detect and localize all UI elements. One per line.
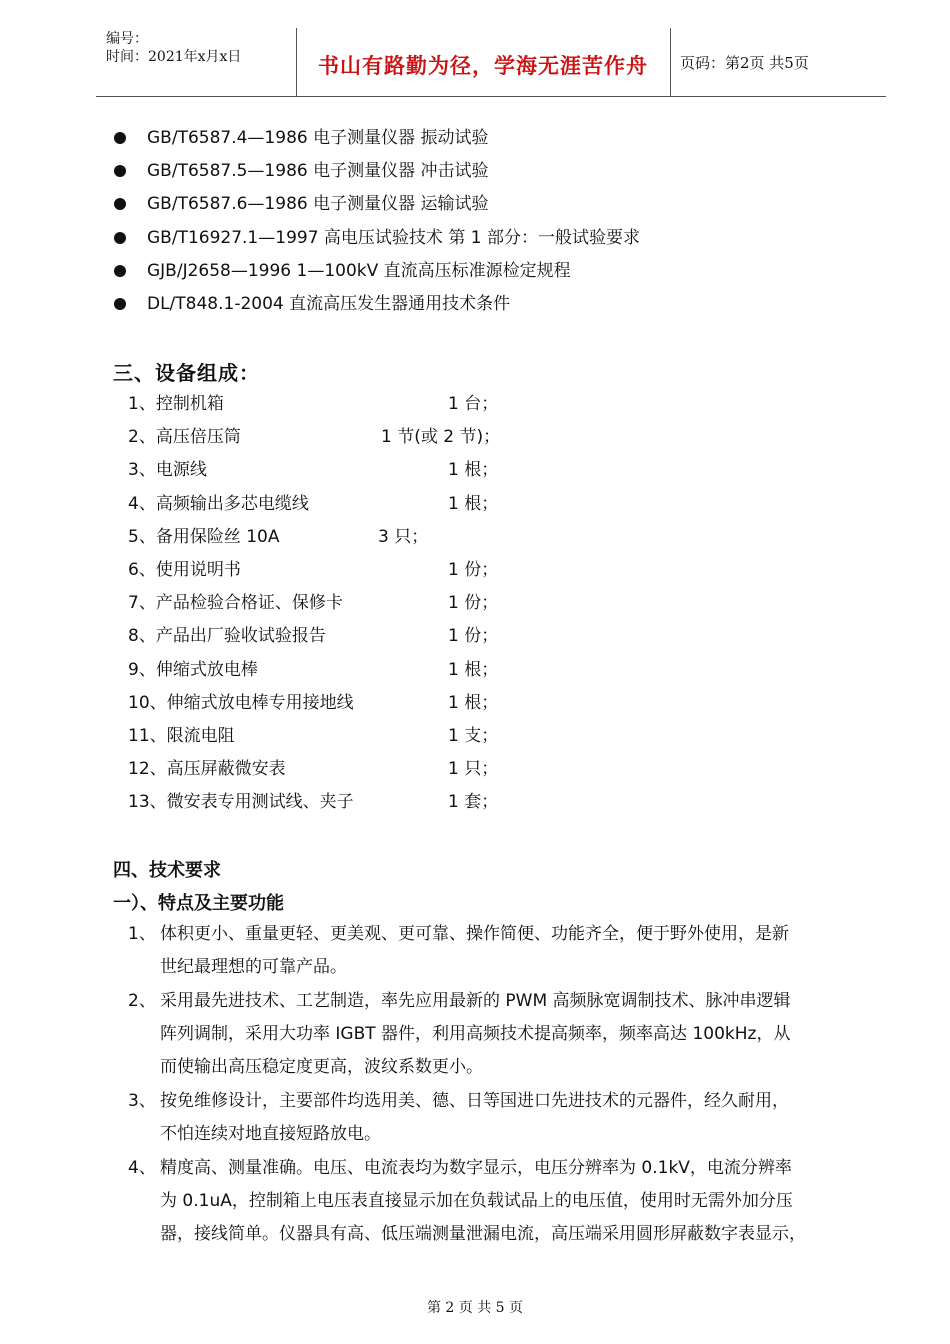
- paragraph-line: 采用最先进技术、工艺制造，率先应用最新的 PWM 高频脉宽调制技术、脉冲串逻辑: [160, 991, 791, 1011]
- standard-text: GB/T6587.4—1986 电子测量仪器 振动试验: [147, 128, 489, 148]
- equipment-item: [128, 523, 548, 556]
- section4-title: 四、技术要求: [113, 860, 221, 881]
- equipment-name: 13、微安表专用测试线、夹子: [128, 792, 354, 813]
- equipment-item: [128, 589, 548, 622]
- equipment-item: [128, 423, 548, 456]
- paragraph-line: 而使输出高压稳定度更高，波纹系数更小。: [160, 1057, 483, 1077]
- standard-text: GJB/J2658—1996 1—100kV 直流高压标准源检定规程: [147, 260, 571, 281]
- paragraph-text: [128, 1085, 873, 1151]
- equipment-name: 8、产品出厂验收试验报告: [128, 626, 326, 647]
- bullet-icon: [114, 198, 126, 210]
- header-page-info: 页码：第2页 共5页: [680, 54, 809, 72]
- paragraph-text: [128, 918, 873, 984]
- header-divider: [670, 28, 671, 96]
- standard-text: GB/T16927.1—1997 高电压试验技术 第 1 部分：一般试验要求: [147, 227, 640, 248]
- equipment-name: 12、高压屏蔽微安表: [128, 759, 286, 780]
- paragraph-number: 4、: [128, 1158, 156, 1178]
- paragraph-number: 1、: [128, 924, 156, 944]
- equipment-item: [128, 755, 548, 788]
- standard-item: [114, 157, 640, 190]
- feature-paragraph: [128, 918, 873, 984]
- standard-text: DL/T848.1-2004 直流高压发生器通用技术条件: [147, 293, 511, 314]
- equipment-name: 3、电源线: [128, 460, 207, 481]
- paragraph-number: 2、: [128, 991, 156, 1011]
- bullet-icon: [114, 232, 126, 244]
- equipment-item: [128, 390, 548, 423]
- paragraph-line: 阵列调制，采用大功率 IGBT 器件，利用高频技术提高频率，频率高达 100kHz，从: [160, 1024, 791, 1044]
- equipment-name: 4、高频输出多芯电缆线: [128, 493, 309, 514]
- equipment-qty: 3 只；: [378, 526, 429, 547]
- equipment-item: [128, 656, 548, 689]
- equipment-item: [128, 722, 548, 755]
- standard-item: [114, 190, 640, 223]
- equipment-qty: 1 支；: [448, 725, 499, 746]
- paragraph-text: [128, 985, 873, 1084]
- paragraph-number: 3、: [128, 1091, 156, 1111]
- standard-text: GB/T6587.6—1986 电子测量仪器 运输试验: [147, 194, 489, 215]
- standard-text: GB/T6587.5—1986 电子测量仪器 冲击试验: [147, 161, 489, 182]
- equipment-qty: 1 台；: [448, 394, 499, 414]
- equipment-item: [128, 622, 548, 655]
- paragraph-line: 世纪最理想的可靠产品。: [160, 957, 347, 977]
- paragraph-line: 为 0.1uA，控制箱上电压表直接显示加在负载试品上的电压值，使用时无需外加分压: [160, 1191, 793, 1211]
- section4-subtitle: 一）、特点及主要功能: [113, 893, 284, 914]
- equipment-qty: 1 根；: [448, 493, 499, 514]
- standard-item: [114, 257, 640, 290]
- equipment-list: [128, 390, 548, 821]
- standards-list: [114, 124, 640, 323]
- standard-item: [114, 290, 640, 323]
- header-number-label: 编号：: [106, 31, 148, 47]
- equipment-qty: 1 份；: [448, 626, 499, 647]
- paragraph-line: 器，接线简单。仪器具有高、低压端测量泄漏电流，高压端采用圆形屏蔽数字表显示，: [160, 1224, 806, 1244]
- standard-item: [114, 124, 640, 157]
- feature-paragraph: [128, 1152, 873, 1251]
- equipment-qty: 1 份；: [448, 593, 499, 614]
- bullet-icon: [114, 298, 126, 310]
- header-meta: [106, 30, 241, 66]
- equipment-name: 5、备用保险丝 10A: [128, 526, 280, 547]
- equipment-qty: 1 套；: [448, 792, 499, 813]
- page-footer: 第 2 页 共 5 页: [426, 1300, 524, 1316]
- bullet-icon: [114, 165, 126, 177]
- equipment-name: 9、伸缩式放电棒: [128, 659, 258, 680]
- equipment-qty: 1 根；: [448, 659, 499, 680]
- equipment-item: [128, 490, 548, 523]
- equipment-item: [128, 788, 548, 821]
- equipment-qty: 1 节(或 2 节)；: [381, 427, 501, 448]
- page-header: [96, 28, 886, 97]
- equipment-name: 11、限流电阻: [128, 725, 235, 746]
- equipment-name: 7、产品检验合格证、保修卡: [128, 593, 343, 614]
- paragraph-line: 按免维修设计，主要部件均选用美、德、日等国进口先进技术的元器件，经久耐用，: [160, 1091, 789, 1111]
- paragraph-line: 精度高、测量准确。电压、电流表均为数字显示，电压分辨率为 0.1kV，电流分辨率: [160, 1158, 792, 1178]
- paragraph-line: 不怕连续对地直接短路放电。: [160, 1124, 381, 1144]
- equipment-item: [128, 689, 548, 722]
- equipment-qty: 1 只；: [448, 759, 499, 780]
- bullet-icon: [114, 265, 126, 277]
- section3-title: 三、设备组成：: [113, 361, 260, 385]
- equipment-qty: 1 根；: [448, 692, 499, 713]
- equipment-qty: 1 份；: [448, 559, 499, 580]
- equipment-item: [128, 456, 548, 489]
- bullet-icon: [114, 132, 126, 144]
- equipment-qty: 1 根；: [448, 460, 499, 481]
- equipment-item: [128, 556, 548, 589]
- feature-paragraph: [128, 1085, 873, 1151]
- header-time-label: 时间：2021年x月x日: [106, 49, 242, 65]
- paragraph-line: 体积更小、重量更轻、更美观、更可靠、操作简便、功能齐全，便于野外使用，是新: [160, 924, 789, 944]
- feature-paragraph: [128, 985, 873, 1084]
- equipment-name: 2、高压倍压筒: [128, 427, 241, 448]
- equipment-name: 6、使用说明书: [128, 559, 241, 580]
- equipment-name: 10、伸缩式放电棒专用接地线: [128, 692, 354, 713]
- standard-item: [114, 224, 640, 257]
- header-motto: 书山有路勤为径，学海无涯苦作舟: [318, 53, 648, 78]
- equipment-name: 1、控制机箱: [128, 394, 224, 414]
- paragraph-text: [128, 1152, 873, 1251]
